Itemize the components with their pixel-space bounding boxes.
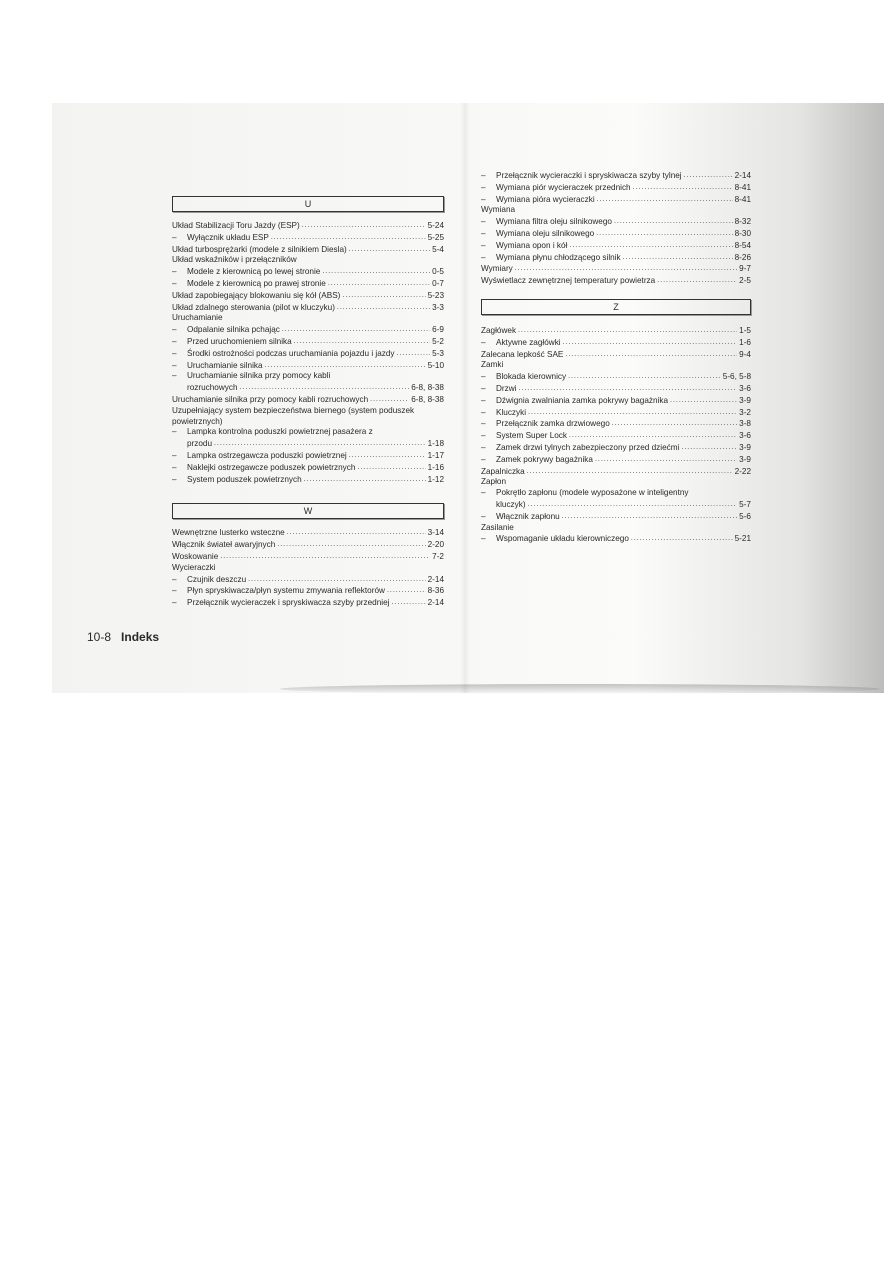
page-reference: 3-9	[739, 454, 751, 464]
entry-text: Uruchamianie silnika	[187, 360, 263, 370]
entry-text: Wymiana pióra wycieraczki	[496, 194, 595, 204]
footer-title: Indeks	[121, 630, 160, 644]
index-entry	[481, 228, 751, 240]
entry-text: Drzwi	[496, 383, 517, 393]
index-entry	[481, 511, 751, 523]
section-header-u: U	[172, 196, 444, 212]
index-entry	[172, 336, 444, 348]
section-u-list	[172, 220, 444, 485]
entry-text: System poduszek powietrznych	[187, 474, 302, 484]
leader-dots	[633, 182, 733, 194]
dash-marker: –	[481, 337, 486, 347]
index-entry	[481, 349, 751, 361]
index-entry	[481, 216, 751, 228]
page-reference: 5-24	[427, 221, 444, 230]
leader-dots	[681, 442, 737, 454]
entry-text: Woskowanie	[172, 551, 219, 561]
leader-dots	[370, 394, 409, 406]
entry-text: Dźwignia zwalniania zamka pokrywy bagażnika	[496, 395, 669, 405]
page-reference: 5-7	[739, 499, 751, 509]
leader-dots	[304, 474, 426, 486]
page-spine	[460, 103, 470, 693]
dash-marker: –	[481, 534, 486, 544]
leader-dots	[337, 302, 430, 314]
index-entry	[481, 407, 751, 419]
leader-dots	[670, 395, 737, 407]
leader-dots	[528, 407, 737, 419]
dash-marker: –	[481, 217, 486, 227]
index-entry	[481, 275, 751, 287]
index-entry	[481, 182, 751, 194]
page-reference: 6-8, 8-38	[411, 383, 444, 393]
page-reference: 9-7	[739, 264, 751, 274]
page-footer	[87, 630, 159, 644]
index-entry	[172, 438, 444, 450]
index-entry	[172, 574, 444, 586]
page-reference: 3-3	[432, 302, 444, 312]
index-entry	[172, 232, 444, 244]
entry-text: Zapalniczka	[481, 466, 525, 476]
entry-text: przodu	[187, 439, 213, 449]
index-entry	[481, 263, 751, 275]
entry-text: Wymiana opon i kół	[496, 240, 568, 250]
dash-marker: –	[172, 427, 177, 437]
index-entry	[172, 427, 444, 438]
page-reference: 8-54	[734, 240, 751, 250]
index-entry	[481, 488, 751, 499]
dash-marker: –	[172, 371, 177, 381]
leader-dots	[349, 450, 426, 462]
page-reference: 3-9	[739, 442, 751, 452]
index-entry	[172, 406, 444, 417]
page-reference: 5-23	[427, 290, 444, 300]
index-entry	[172, 417, 444, 428]
index-entry	[172, 382, 444, 394]
page-reference: 1-12	[427, 474, 444, 484]
page-reference: 2-20	[427, 540, 444, 550]
page-edge-shadow	[280, 684, 880, 694]
page-reference: 1-6	[739, 337, 751, 347]
dash-marker: –	[481, 442, 486, 452]
entry-text: Układ turbosprężarki (modele z silnikiem Diesla)	[172, 244, 347, 254]
entry-text: Wymiana filtra oleju silnikowego	[496, 217, 612, 227]
page-reference: 2-5	[739, 276, 751, 286]
dash-marker: –	[481, 182, 486, 192]
index-entry	[172, 563, 444, 574]
page-reference: 5-6, 5-8	[722, 372, 751, 382]
leader-dots	[614, 216, 733, 228]
index-entry	[172, 348, 444, 360]
page-reference: 2-14	[427, 598, 444, 608]
page-reference: 1-16	[427, 462, 444, 472]
entry-text: rozruchowych	[187, 383, 238, 393]
leader-dots	[569, 430, 737, 442]
entry-text: kluczyk)	[496, 499, 526, 509]
index-entry	[172, 585, 444, 597]
leader-dots	[596, 228, 732, 240]
dash-marker: –	[172, 325, 177, 335]
index-entry	[172, 313, 444, 324]
dash-marker: –	[172, 267, 177, 277]
entry-text: Wymiana płynu chłodzącego silnik	[496, 252, 621, 262]
entry-text: Przełącznik wycieraczek i spryskiwacza szyby przedniej	[187, 598, 390, 608]
entry-text: Układ Stabilizacji Toru Jazdy (ESP)	[172, 221, 300, 230]
leader-dots	[302, 220, 426, 232]
leader-dots	[612, 418, 737, 430]
leader-dots	[220, 551, 430, 563]
index-entry	[172, 266, 444, 278]
page-reference: 1-17	[427, 450, 444, 460]
entry-text: Przełącznik wycieraczki i spryskiwacza szyby tylnej	[496, 171, 682, 180]
page-reference: 6-9	[432, 325, 444, 335]
leader-dots	[528, 499, 738, 511]
index-entry	[172, 255, 444, 266]
index-entry	[172, 539, 444, 551]
leader-dots	[322, 266, 430, 278]
entry-text: Uruchamianie silnika przy pomocy kabli	[187, 371, 331, 381]
entry-text: Przed uruchomieniem silnika	[187, 336, 292, 346]
dash-marker: –	[172, 450, 177, 460]
dash-marker: –	[172, 360, 177, 370]
dash-marker: –	[481, 454, 486, 464]
page-reference: 3-2	[739, 407, 751, 417]
page-reference: 3-9	[739, 395, 751, 405]
leader-dots	[357, 462, 425, 474]
entry-text: Zamek drzwi tylnych zabezpieczony przed dziećmi	[496, 442, 680, 452]
page-reference: 5-21	[734, 534, 751, 544]
leader-dots	[527, 466, 733, 478]
leader-dots	[271, 232, 426, 244]
index-entry	[172, 551, 444, 563]
leader-dots	[657, 275, 737, 287]
leader-dots	[562, 511, 737, 523]
index-entry	[481, 418, 751, 430]
section-header-w: W	[172, 503, 444, 519]
section-w-continued-list	[481, 170, 751, 287]
page-reference: 3-8	[739, 419, 751, 429]
page-reference: 5-6	[739, 511, 751, 521]
index-entry	[481, 205, 751, 216]
index-entry	[172, 462, 444, 474]
page-reference: 6-8, 8-38	[411, 394, 444, 404]
entry-text: Układ zdalnego sterowania (pilot w kluczyku)	[172, 302, 335, 312]
entry-text: Wspomaganie układu kierowniczego	[496, 534, 629, 544]
entry-text: Lampka kontrolna poduszki powietrznej pasażera z	[187, 427, 373, 437]
entry-text: Uruchamianie	[172, 313, 223, 323]
dash-marker: –	[172, 348, 177, 358]
dash-marker: –	[481, 228, 486, 238]
page-reference: 5-25	[427, 232, 444, 242]
section-z-list	[481, 325, 751, 545]
dash-marker: –	[481, 240, 486, 250]
leader-dots	[265, 360, 426, 372]
page-reference: 5-2	[432, 336, 444, 346]
leader-dots	[287, 527, 426, 539]
entry-text: Zagłówek	[481, 325, 517, 335]
leader-dots	[631, 533, 733, 545]
dash-marker: –	[172, 586, 177, 596]
leader-dots	[387, 585, 426, 597]
right-column	[481, 170, 751, 545]
dash-marker: –	[481, 194, 486, 204]
entry-text: Blokada kierownicy	[496, 372, 567, 382]
entry-text: Zamki	[481, 360, 504, 370]
dash-marker: –	[172, 232, 177, 242]
index-entry	[481, 499, 751, 511]
page-reference: 5-10	[427, 360, 444, 370]
page-reference: 7-2	[432, 551, 444, 561]
entry-text: Układ wskaźników i przełączników	[172, 255, 297, 265]
leader-dots	[397, 348, 431, 360]
dash-marker: –	[481, 395, 486, 405]
index-entry	[172, 474, 444, 486]
index-entry	[481, 466, 751, 478]
entry-text: Kluczyki	[496, 407, 527, 417]
entry-text: Wymiary	[481, 264, 513, 274]
page-reference: 8-30	[734, 228, 751, 238]
dash-marker: –	[172, 574, 177, 584]
page-reference: 9-4	[739, 349, 751, 359]
index-entry	[172, 220, 444, 232]
leader-dots	[568, 371, 721, 383]
page-reference: 2-14	[734, 171, 751, 180]
entry-text: Wyświetlacz zewnętrznej temperatury powietrza	[481, 276, 656, 286]
dash-marker: –	[172, 474, 177, 484]
entry-text: Modele z kierownicą po prawej stronie	[187, 278, 326, 288]
entry-text: Uzupełniający system bezpieczeństwa biernego (system poduszek	[172, 405, 415, 415]
entry-text: Pokrętło zapłonu (modele wyposażone w inteligentny	[496, 488, 689, 498]
page-number: 10-8	[87, 630, 112, 644]
dash-marker: –	[481, 171, 486, 180]
index-entry	[481, 395, 751, 407]
leader-dots	[214, 438, 426, 450]
leader-dots	[518, 383, 737, 395]
entry-text: Układ zapobiegający blokowaniu się kół (ABS)	[172, 290, 341, 300]
leader-dots	[282, 324, 430, 336]
index-entry	[172, 597, 444, 609]
entry-text: Wymiana piór wycieraczek przednich	[496, 182, 631, 192]
dash-marker: –	[481, 419, 486, 429]
leader-dots	[623, 252, 733, 264]
index-entry	[481, 194, 751, 206]
leader-dots	[342, 290, 425, 302]
index-entry	[481, 240, 751, 252]
page-reference: 3-14	[427, 528, 444, 538]
entry-text: Wymiana oleju silnikowego	[496, 228, 595, 238]
entry-text: Włącznik zapłonu	[496, 511, 560, 521]
dash-marker: –	[481, 372, 486, 382]
leader-dots	[391, 597, 425, 609]
leader-dots	[515, 263, 737, 275]
leader-dots	[563, 337, 738, 349]
dash-marker: –	[481, 488, 486, 498]
page-reference: 2-14	[427, 574, 444, 584]
entry-text: Włącznik świateł awaryjnych	[172, 540, 276, 550]
page-reference: 1-5	[739, 325, 751, 335]
entry-text: Zapłon	[481, 477, 507, 487]
entry-text: Czujnik deszczu	[187, 574, 247, 584]
entry-text: Zasilanie	[481, 522, 514, 532]
leader-dots	[277, 539, 425, 551]
index-entry	[481, 454, 751, 466]
section-w-list	[172, 527, 444, 609]
entry-text: Wyłącznik układu ESP	[187, 232, 269, 242]
index-entry	[172, 360, 444, 372]
dash-marker: –	[172, 598, 177, 608]
left-column	[172, 196, 444, 609]
entry-text: Aktywne zagłówki	[496, 337, 561, 347]
dash-marker: –	[481, 431, 486, 441]
leader-dots	[518, 325, 737, 337]
index-entry	[481, 337, 751, 349]
entry-text: Modele z kierownicą po lewej stronie	[187, 267, 321, 277]
entry-text: Przełącznik zamka drzwiowego	[496, 419, 610, 429]
page-reference: 8-41	[734, 182, 751, 192]
leader-dots	[565, 349, 737, 361]
entry-text: powietrznych)	[172, 416, 223, 426]
leader-dots	[248, 574, 425, 586]
index-entry	[481, 523, 751, 534]
index-entry	[481, 360, 751, 371]
entry-text: Wymiana	[481, 205, 516, 215]
entry-text: Naklejki ostrzegawcze poduszek powietrznych	[187, 462, 356, 472]
index-entry	[481, 533, 751, 545]
entry-text: Uruchamianie silnika przy pomocy kabli rozruchowych	[172, 394, 369, 404]
index-entry	[481, 383, 751, 395]
dash-marker: –	[481, 252, 486, 262]
page-reference: 5-4	[432, 244, 444, 254]
entry-text: Zalecana lepkość SAE	[481, 349, 564, 359]
index-entry	[172, 324, 444, 336]
index-entry	[172, 278, 444, 290]
page-reference: 8-41	[734, 194, 751, 204]
leader-dots	[294, 336, 430, 348]
entry-text: Zamek pokrywy bagażnika	[496, 454, 593, 464]
entry-text: Płyn spryskiwacza/płyn systemu zmywania reflektorów	[187, 586, 385, 596]
leader-dots	[597, 194, 733, 206]
index-entry	[481, 252, 751, 264]
leader-dots	[569, 240, 732, 252]
page-reference: 8-32	[734, 217, 751, 227]
page-reference: 0-5	[432, 267, 444, 277]
dash-marker: –	[172, 278, 177, 288]
index-entry	[172, 302, 444, 314]
page-reference: 2-22	[734, 466, 751, 476]
leader-dots	[349, 244, 430, 256]
index-entry	[172, 450, 444, 462]
index-entry	[172, 290, 444, 302]
dash-marker: –	[172, 462, 177, 472]
entry-text: Lampka ostrzegawcza poduszki powietrznej	[187, 450, 347, 460]
leader-dots	[328, 278, 430, 290]
leader-dots	[595, 454, 737, 466]
index-entry	[172, 371, 444, 382]
index-entry	[172, 244, 444, 256]
page-reference: 0-7	[432, 278, 444, 288]
dash-marker: –	[481, 407, 486, 417]
dash-marker: –	[481, 383, 486, 393]
entry-text: Odpalanie silnika pchając	[187, 325, 280, 335]
index-entry	[172, 527, 444, 539]
index-entry	[481, 442, 751, 454]
index-entry	[481, 170, 751, 182]
page-reference: 1-18	[427, 439, 444, 449]
index-entry	[172, 394, 444, 406]
index-entry	[481, 477, 751, 488]
dash-marker: –	[172, 336, 177, 346]
page-reference: 8-36	[427, 586, 444, 596]
dash-marker: –	[481, 511, 486, 521]
page-reference: 8-26	[734, 252, 751, 262]
entry-text: System Super Lock	[496, 431, 567, 441]
entry-text: Wycieraczki	[172, 562, 216, 572]
entry-text: Środki ostrożności podczas uruchamiania pojazdu i jazdy	[187, 348, 395, 358]
index-entry	[481, 371, 751, 383]
page-reference: 3-6	[739, 383, 751, 393]
index-entry	[481, 325, 751, 337]
leader-dots	[240, 382, 410, 394]
leader-dots	[684, 170, 733, 182]
page-reference: 5-3	[432, 348, 444, 358]
section-header-z: Z	[481, 299, 751, 315]
entry-text: Wewnętrzne lusterko wsteczne	[172, 528, 285, 538]
index-entry	[481, 430, 751, 442]
page-reference: 3-6	[739, 431, 751, 441]
